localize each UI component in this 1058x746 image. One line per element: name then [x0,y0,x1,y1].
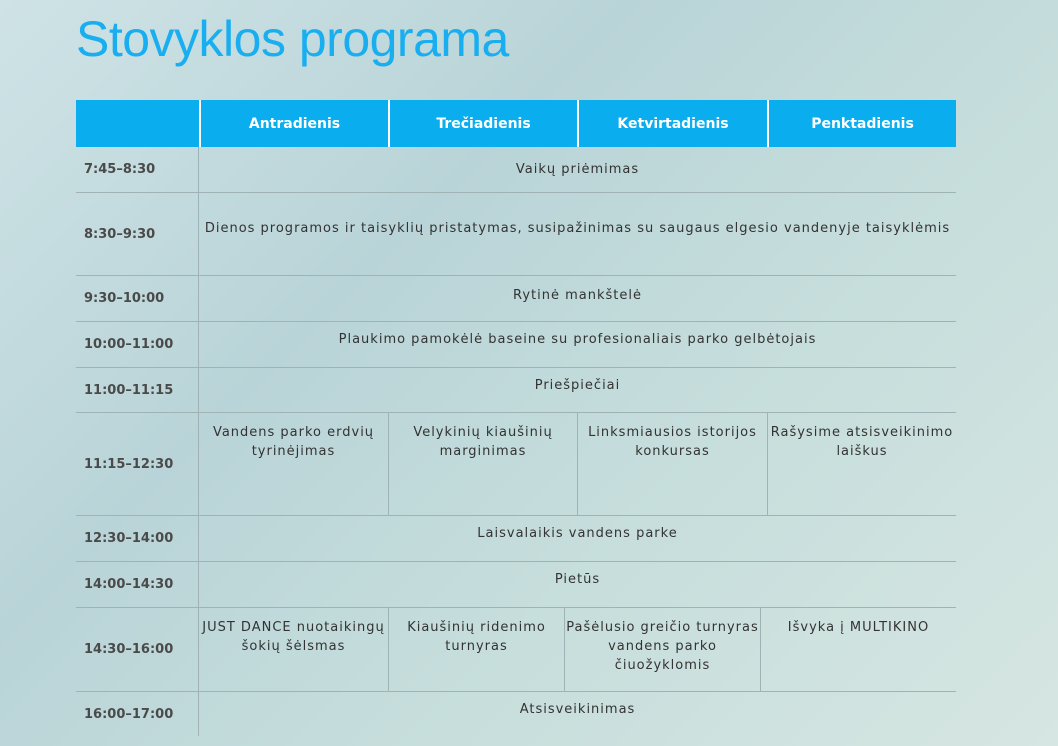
activity-cell: Kiaušinių ridenimo turnyras [388,608,564,691]
header-day: Antradienis [199,100,388,147]
time-slot: 14:30–16:00 [76,608,199,691]
schedule-row [76,368,956,413]
day-cells [199,413,956,515]
activity: Laisvalaikis vandens parke [477,526,678,541]
time-slot: 11:15–12:30 [76,413,199,515]
schedule-row [76,562,956,608]
time-slot: 7:45–8:30 [76,147,199,192]
schedule-row [76,147,956,193]
activity-cell: Velykinių kiaušinių marginimas [388,413,577,515]
activity: Plaukimo pamokėlė baseine su profesionaliais parko gelbėtojais [338,332,817,347]
activity: Rytinė mankštelė [513,288,642,303]
activity-cell: Linksmiausios istorijos konkursas [577,413,767,515]
schedule-row [76,322,956,368]
activity: Atsisveikinimas [519,702,636,717]
schedule-header [76,100,956,147]
day-cells [199,608,956,691]
activity-cell: Vandens parko erdvių tyrinėjimas [212,425,375,459]
activity-cell: Rašysime atsisveikinimo laiškus [767,413,956,515]
schedule-row [76,193,956,276]
header-day: Ketvirtadienis [577,100,767,147]
time-slot: 16:00–17:00 [76,692,199,736]
page-title: Stovyklos programa [76,11,509,67]
time-slot: 12:30–14:00 [76,516,199,561]
schedule-row [76,276,956,322]
activity: Vaikų priėmimas [515,162,640,177]
schedule-row [76,608,956,692]
activity: Pietūs [554,572,601,587]
schedule-row [76,516,956,562]
time-slot: 11:00–11:15 [76,368,199,412]
time-slot: 9:30–10:00 [76,276,199,321]
schedule-row [76,692,956,736]
schedule-row [76,413,956,516]
activity: Dienos programos ir taisyklių pristatymas, susipažinimas su saugaus elgesio vandenyje taisyklėmis [204,221,951,236]
activity-cell: JUST DANCE nuotaikingų šokių šėlsmas [202,620,385,654]
time-slot: 8:30–9:30 [76,193,199,275]
header-day: Trečiadienis [388,100,577,147]
activity-cell: Pašėlusio greičio turnyras vandens parko čiuožyklomis [564,608,760,691]
time-slot: 10:00–11:00 [76,322,199,367]
header-day: Penktadienis [767,100,956,147]
time-slot: 14:00–14:30 [76,562,199,607]
activity: Priešpiečiai [534,378,621,393]
schedule-table [76,147,956,736]
header-corner [76,100,199,147]
activity-cell: Išvyka į MULTIKINO [760,608,956,691]
